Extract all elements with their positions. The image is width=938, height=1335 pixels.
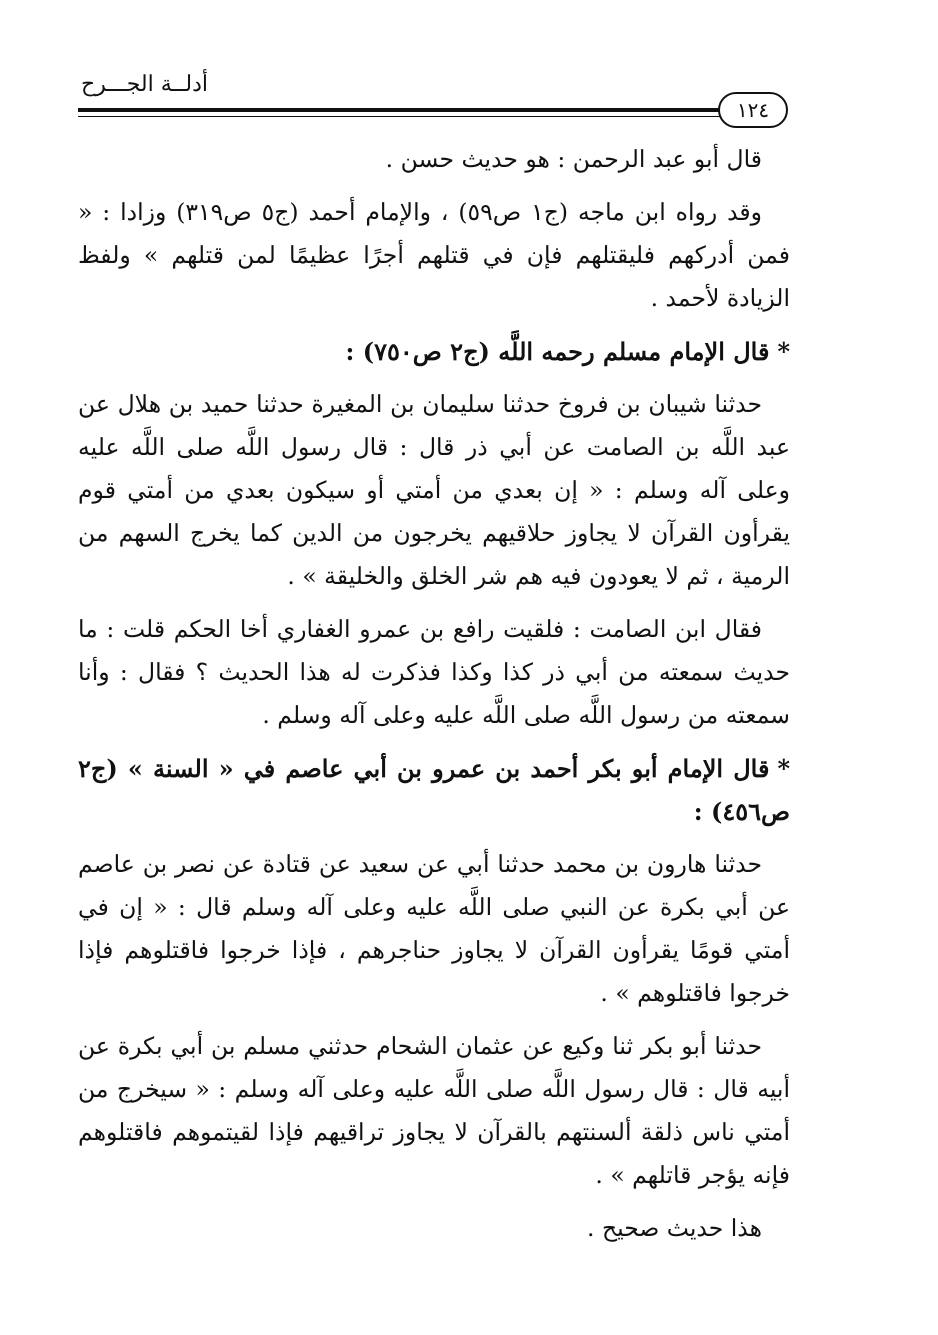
heading-bullet: * (777, 337, 790, 366)
header-rule-thick (78, 108, 730, 112)
paragraph: قال أبو عبد الرحمن : هو حديث حسن . (385, 145, 762, 173)
heading-bullet: * (777, 754, 790, 783)
running-title: أدلــة الجـــرح (81, 72, 208, 97)
paragraph: حدثنا أبو بكر ثنا وكيع عن عثمان الشحام حدثني مسلم بن أبي بكرة عن أبيه قال : قال رسول اللَّه صلى اللَّه عليه وعلى آله وسلم : « سيخرج من أمتي ناس ذلقة ألسنتهم بالقرآن لا يجاوز تراقيهم فإذا لقيتموهم فاقتلوهم فإنه يؤجر قاتلهم » . (78, 1032, 790, 1189)
paragraph: وقد رواه ابن ماجه (ج١ ص٥٩) ، والإمام أحمد (ج٥ ص٣١٩) وزادا : « فمن أدركهم فليقتلهم فإن في قتلهم أجرًا عظيمًا لمن قتلهم » ولفظ الزيادة لأحمد . (78, 198, 790, 312)
section-heading (78, 330, 790, 373)
section-heading (78, 747, 790, 833)
heading-text: قال الإمام أبو بكر أحمد بن عمرو بن أبي عاصم في « السنة » (ج٢ ص٤٥٦) : (78, 754, 790, 826)
page-body (78, 138, 790, 1260)
paragraph: حدثنا شيبان بن فروخ حدثنا سليمان بن المغيرة حدثنا حميد بن هلال عن عبد اللَّه بن الصامت عن أبي ذر قال : قال رسول اللَّه صلى اللَّه عليه وعلى آله وسلم : « إن بعدي من أمتي أو سيكون بعدي من أمتي قوم يقرأون القرآن لا يجاوز حلاقيهم يخرجون من الدين كما يخرج السهم من الرمية ، ثم لا يعودون فيه هم شر الخلق والخليقة » . (78, 390, 790, 590)
paragraph: فقال ابن الصامت : فلقيت رافع بن عمرو الغفاري أخا الحكم قلت : ما حديث سمعته من أبي ذر كذا وكذا فذكرت له هذا الحديث ؟ فقال : وأنا سمعته من رسول اللَّه صلى اللَّه عليه وعلى آله وسلم . (78, 615, 790, 729)
paragraph: هذا حديث صحيح . (587, 1214, 762, 1242)
page-number: ١٢٤ (718, 92, 788, 128)
heading-text: قال الإمام مسلم رحمه اللَّه (ج٢ ص٧٥٠) : (345, 337, 770, 366)
header-rule-thin (78, 116, 730, 117)
paragraph: حدثنا هارون بن محمد حدثنا أبي عن سعيد عن قتادة عن نصر بن عاصم عن أبي بكرة عن النبي صلى اللَّه عليه وعلى آله وسلم قال : « إن في أمتي قومًا يقرأون القرآن لا يجاوز حناجرهم ، فإذا خرجوا فاقتلوهم فإذا خرجوا فاقتلوهم » . (78, 850, 790, 1007)
